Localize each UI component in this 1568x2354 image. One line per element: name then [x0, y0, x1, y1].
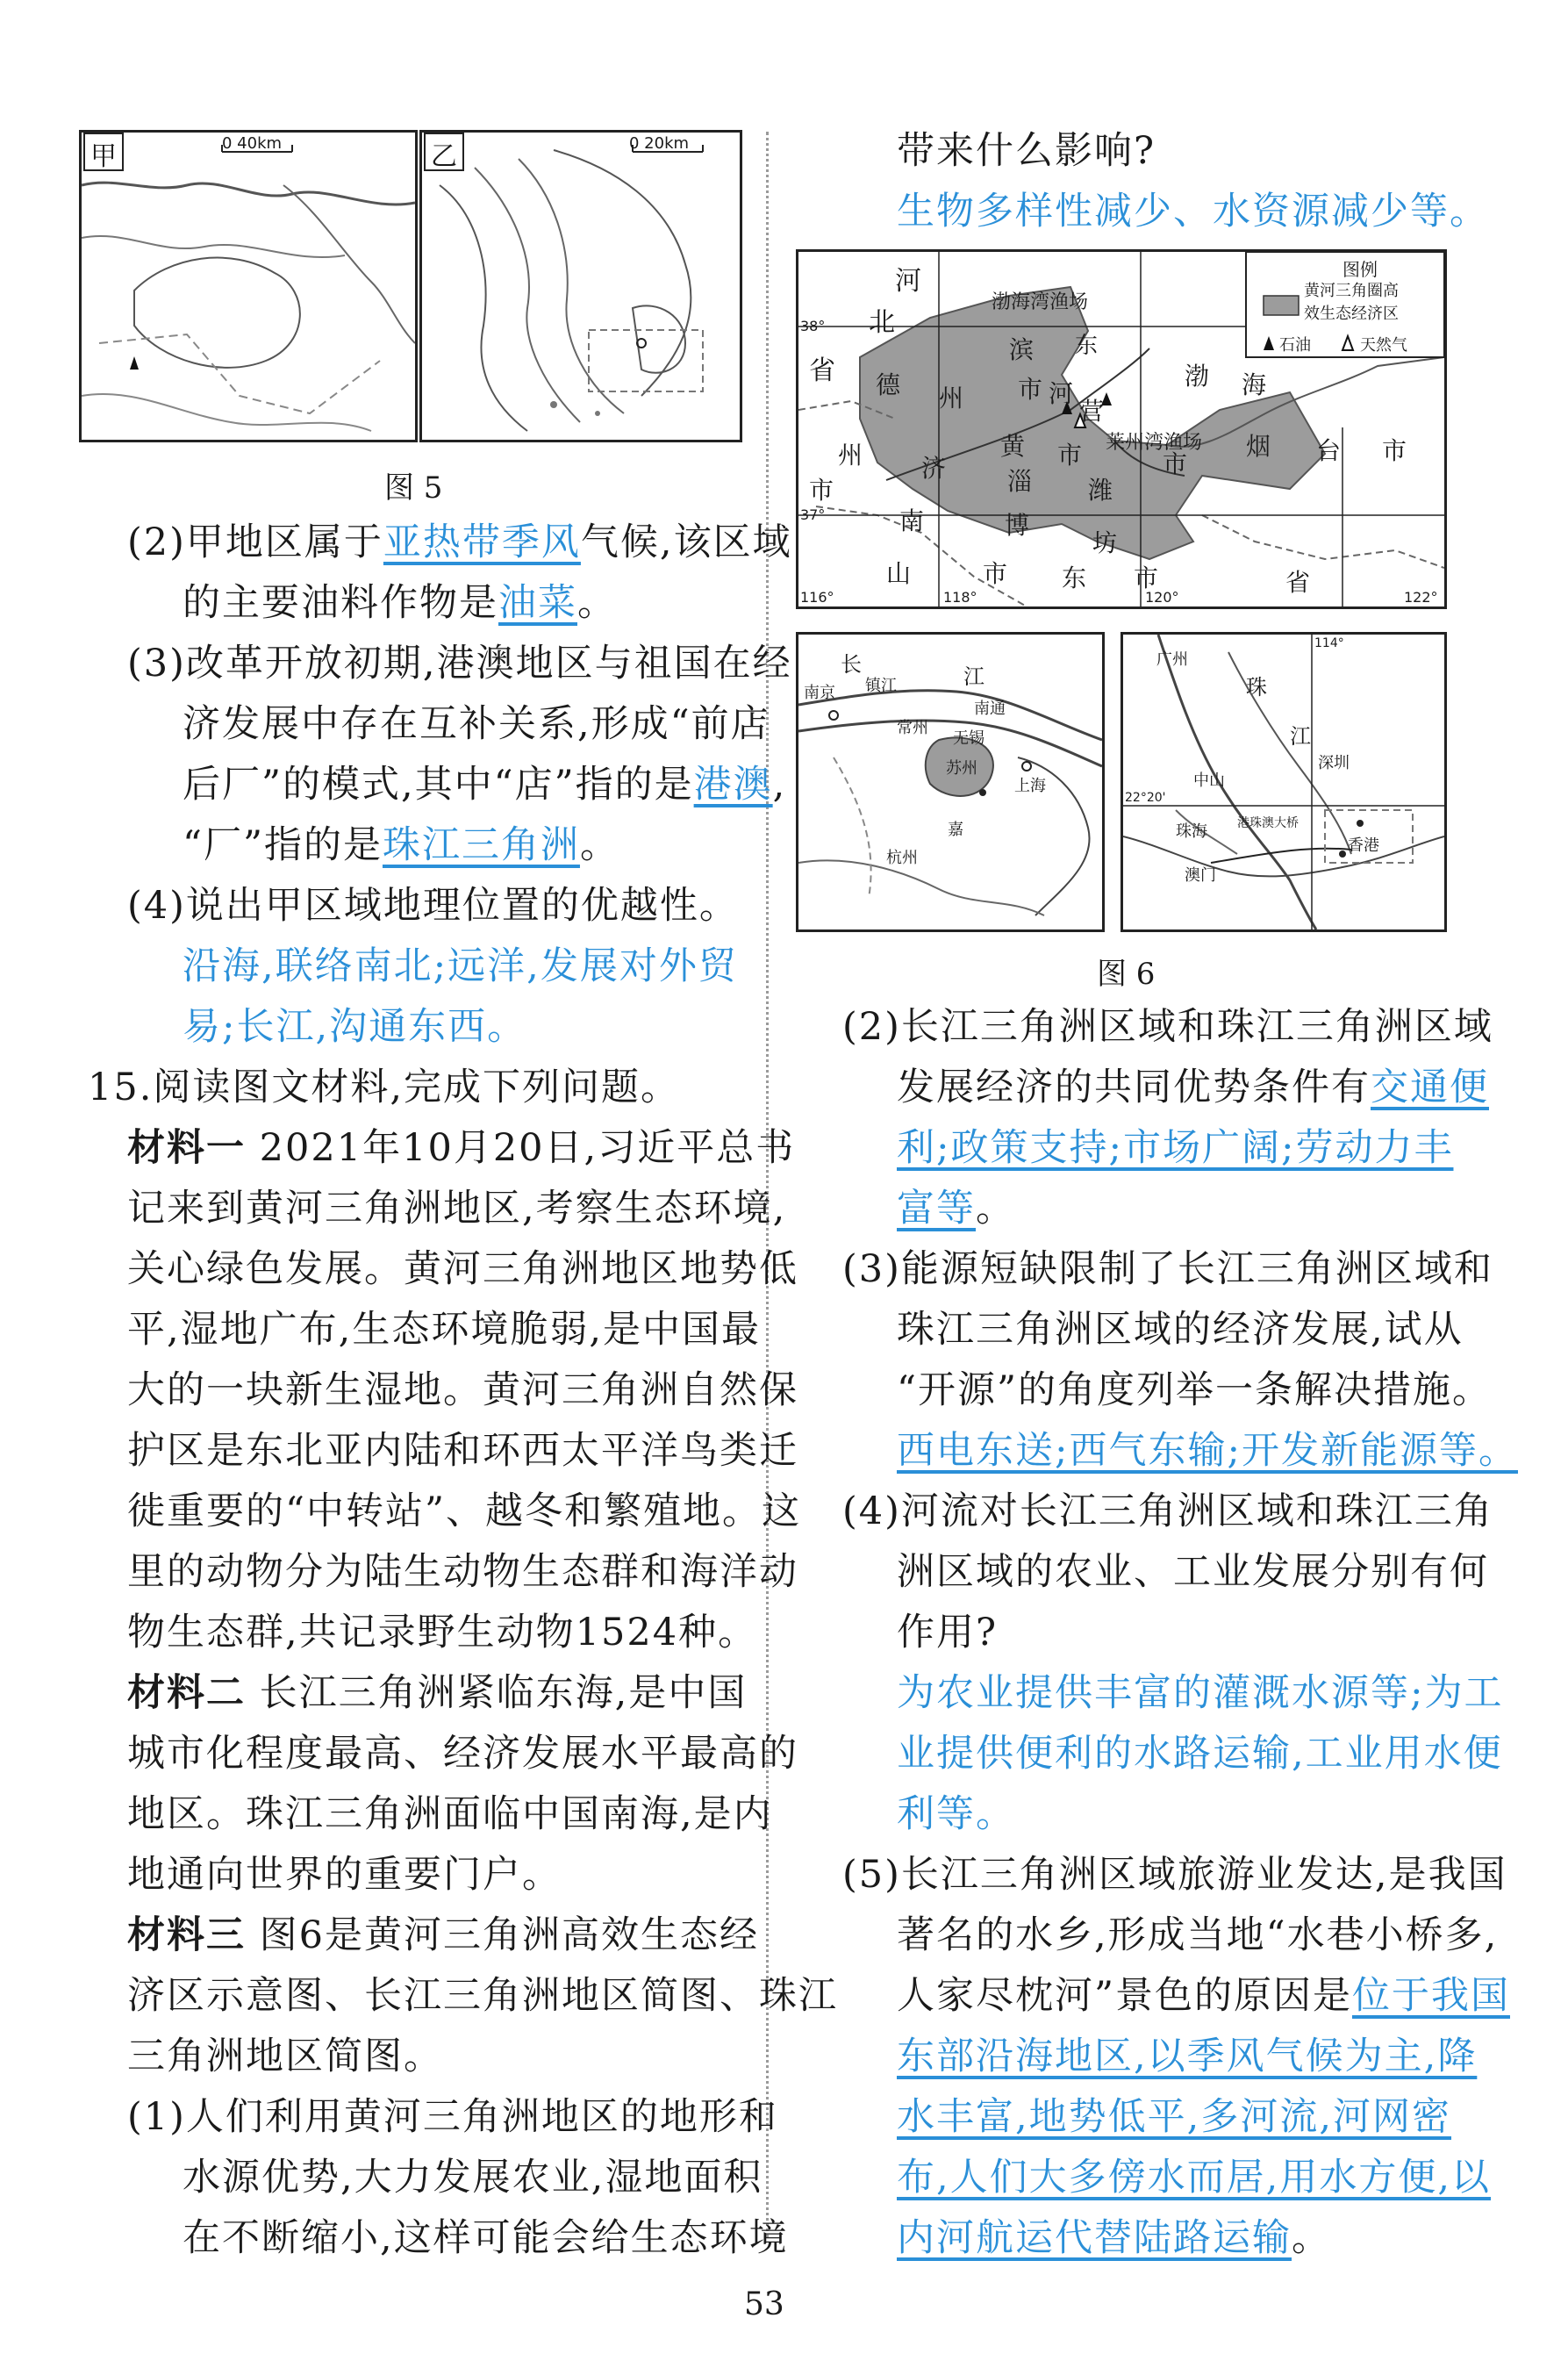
material1-line1 [127, 1118, 795, 1179]
label-zhongshan: 中山 [1193, 772, 1225, 790]
label-hai: 海 [1242, 370, 1267, 399]
material3-line2: 济区示意图、长江三角洲地区简图、珠江 [127, 1974, 838, 2018]
legend-oil: 石油 [1279, 336, 1311, 355]
q3-line4-prefix: “厂”指的是 [183, 823, 383, 867]
q3-answer-factory: 珠江三角洲 [382, 823, 580, 867]
q2-right-end: 。 [976, 1187, 1015, 1231]
map-yellow-river-delta [796, 249, 1447, 609]
map-yi-drawing [422, 133, 740, 440]
q2-right-line1: (2)长江三角洲区域和珠江三角洲区域 [842, 1005, 1493, 1049]
q3-line3-prefix: 后厂”的模式,其中“店”指的是 [183, 763, 694, 807]
material1-text: 2021年10月20日,习近平总书 [246, 1126, 796, 1170]
q2-left-line1 [127, 513, 792, 573]
q2-right-answer-3: 富等 [897, 1187, 976, 1231]
material3-text: 图6是黄河三角洲高效生态经 [246, 1913, 760, 1957]
q2-mid: 气候,该区域 [580, 520, 792, 564]
q4-right-line3: 作用? [897, 1611, 999, 1654]
material3-line1 [127, 1905, 759, 1966]
q3-line4-end: 。 [579, 823, 619, 867]
q15-title: 15.阅读图文材料,完成下列问题。 [88, 1066, 681, 1109]
q3-left-line3 [183, 755, 786, 815]
label-zhou-1: 州 [939, 384, 964, 413]
label-bei: 北 [869, 307, 895, 338]
label-shan: 山 [886, 559, 912, 588]
fig5-caption: 图 5 [384, 470, 443, 506]
material2-line4: 地通向世界的重要门户。 [127, 1853, 562, 1897]
label-jiang: 江 [963, 664, 984, 689]
label-shanghai: 上海 [1014, 777, 1046, 795]
q2-right-prefix: 发展经济的共同优势条件有 [897, 1066, 1371, 1109]
q5-right-line2: 著名的水乡,形成当地“水巷小桥多, [897, 1913, 1499, 1957]
q4-left-answer2: 易;长江,沟通东西。 [183, 1005, 527, 1049]
q15-1-answer: 生物多样性减少、水资源减少等。 [897, 190, 1489, 233]
q2-answer-crop: 油菜 [498, 581, 577, 625]
material2-line2: 城市化程度最高、经济发展水平最高的 [127, 1732, 798, 1776]
q4-right-line1: (4)河流对长江三角洲区域和珠江三角 [842, 1489, 1493, 1533]
map-pearl-delta-drawing [1123, 635, 1444, 929]
label-he: 河 [895, 266, 921, 297]
material1-line6: 护区是东北亚内陆和环西太平洋鸟类迁 [127, 1429, 798, 1473]
q2-right-line4 [897, 1179, 1015, 1239]
label-tai: 台 [1316, 436, 1342, 465]
q2-right-answer-2: 利;政策支持;市场广阔;劳动力丰 [897, 1126, 1454, 1170]
label-suzhou: 苏州 [946, 759, 977, 778]
label-shi-3: 市 [1057, 441, 1083, 470]
label-shi-6: 市 [983, 559, 1008, 588]
material2-line1 [127, 1663, 747, 1724]
label-hzmb: 港珠澳大桥 [1237, 816, 1299, 830]
label-bin: 滨 [1009, 335, 1035, 364]
q15-1-line2: 水源优势,大力发展农业,湿地面积 [183, 2156, 763, 2200]
coord-37: 37° [800, 506, 826, 523]
q2-end: 。 [577, 581, 617, 625]
label-chang: 长 [841, 652, 862, 677]
map-yangtze-delta [796, 632, 1105, 932]
material1-line5: 大的一块新生湿地。黄河三角洲自然保 [127, 1368, 798, 1412]
coord-38: 38° [800, 318, 826, 334]
q2-right-line2 [897, 1058, 1489, 1118]
q3-right-line2: 珠江三角洲区域的经济发展,试从 [897, 1308, 1464, 1352]
label-ji: 济 [921, 454, 947, 483]
material1-line9: 物生态群,共记录野生动物1524种。 [127, 1611, 758, 1654]
label-zhuhai: 珠海 [1176, 822, 1207, 841]
q3-left-line2: 济发展中存在互补关系,形成“前店 [183, 702, 770, 746]
legend-gas: 天然气 [1360, 336, 1407, 355]
q5-right-prefix: 人家尽枕河”景色的原因是 [897, 1974, 1352, 2018]
q3-answer-shop: 港澳 [693, 763, 773, 807]
label-nan: 南 [899, 506, 925, 535]
material1-line3: 关心绿色发展。黄河三角洲地区地势低 [127, 1247, 798, 1291]
material3-label: 材料三 [127, 1913, 246, 1957]
q3-right-line3: “开源”的角度列举一条解决措施。 [897, 1368, 1492, 1412]
label-nantong: 南通 [974, 700, 1006, 718]
map-jia-scale: 0 40km [222, 134, 283, 153]
label-shi-1: 市 [1018, 375, 1043, 404]
q4-right-line2: 洲区域的农业、工业发展分别有何 [897, 1550, 1489, 1594]
q3-line3-end: , [772, 763, 787, 807]
q2-prefix: (2)甲地区属于 [127, 520, 383, 564]
label-shi-4: 市 [1382, 436, 1407, 465]
material1-line7: 徙重要的“中转站”、越冬和繁殖地。这 [127, 1489, 801, 1533]
label-shi-7: 市 [1134, 563, 1159, 592]
label-macao: 澳门 [1185, 866, 1216, 885]
map-yi-scale: 0 20km [629, 134, 690, 153]
q5-right-line7 [897, 2208, 1331, 2269]
label-guangzhou: 广州 [1156, 650, 1188, 669]
material3-line3: 三角洲地区简图。 [127, 2035, 443, 2078]
label-jia: 嘉 [948, 821, 963, 839]
label-fang: 坊 [1092, 528, 1118, 557]
label-zhu: 珠 [1246, 675, 1267, 700]
label-shi-2: 市 [809, 476, 834, 505]
q5-right-answer-2: 东部沿海地区,以季风气候为主,降 [897, 2035, 1478, 2078]
map-jia-drawing [82, 133, 415, 440]
map-yi [419, 130, 742, 442]
label-bohai-bay-fishery: 渤海湾渔场 [992, 291, 1089, 313]
q2-right-answer-1: 交通便 [1371, 1066, 1489, 1109]
label-jiang-2: 江 [1290, 724, 1311, 749]
q15-1-line3: 在不断缩小,这样可能会给生态环境 [183, 2216, 789, 2260]
coord-22-20: 22°20' [1125, 791, 1166, 805]
label-zhou-2: 州 [838, 441, 863, 470]
label-he-2: 河 [1049, 379, 1074, 408]
label-laizhou-bay-fishery: 莱州湾渔场 [1106, 432, 1203, 454]
q5-right-line3 [897, 1966, 1510, 2027]
label-shi-5: 市 [1163, 449, 1188, 478]
q5-right-line1: (5)长江三角洲区域旅游业发达,是我国 [842, 1853, 1507, 1897]
map-yi-label: 乙 [424, 133, 464, 171]
q5-right-end: 。 [1292, 2216, 1331, 2260]
q3-left-line4 [183, 815, 619, 876]
label-sheng: 省 [809, 355, 835, 386]
material1-line2: 记来到黄河三角洲地区,考察生态环境, [127, 1187, 787, 1231]
coord-118: 118° [943, 589, 977, 606]
q4-right-answer-1: 为农业提供丰富的灌溉水源等;为工 [897, 1671, 1504, 1715]
label-hongkong: 香港 [1348, 836, 1379, 855]
label-changzhou: 常州 [897, 719, 928, 737]
q3-right-answer: 西电东送;西气东输;开发新能源等。 [897, 1429, 1518, 1473]
q5-right-answer-3: 水丰富,地势低平,多河流,河网密 [897, 2095, 1452, 2139]
coord-120: 120° [1145, 589, 1179, 606]
q15-1-line4: 带来什么影响? [897, 129, 1156, 173]
legend-zone-1: 黄河三角圈高 [1304, 282, 1399, 300]
q3-left-line1: (3)改革开放初期,港澳地区与祖国在经 [127, 642, 792, 685]
label-wuxi: 无锡 [953, 729, 984, 748]
material2-text: 长江三角洲紧临东海,是中国 [246, 1671, 748, 1715]
label-wei: 潍 [1088, 476, 1113, 505]
label-huang: 黄 [1000, 432, 1026, 461]
legend-title: 图例 [1342, 259, 1378, 280]
label-shenzhen: 深圳 [1318, 754, 1350, 772]
q4-left-line1: (4)说出甲区域地理位置的优越性。 [127, 884, 739, 928]
fig6-caption: 图 6 [1097, 957, 1156, 992]
material2-line3: 地区。珠江三角洲面临中国南海,是内 [127, 1792, 773, 1836]
label-hangzhou: 杭州 [886, 849, 918, 867]
label-sheng-2: 省 [1285, 568, 1311, 597]
legend-zone-2: 效生态经济区 [1304, 305, 1399, 323]
label-ying: 营 [1079, 397, 1105, 426]
label-zi: 淄 [1007, 467, 1033, 496]
label-bo-shan: 博 [1005, 511, 1030, 540]
map-yangtze-delta-drawing [798, 635, 1102, 929]
label-nanjing: 南京 [804, 684, 835, 702]
label-dong-2: 东 [1062, 563, 1087, 592]
q3-right-line1: (3)能源短缺限制了长江三角洲区域和 [842, 1247, 1493, 1291]
q4-left-answer1: 沿海,联络南北;远洋,发展对外贸 [183, 944, 738, 988]
q2-answer-climate: 亚热带季风 [383, 520, 581, 564]
label-dong: 东 [1075, 333, 1099, 359]
material1-line4: 平,湿地广布,生态环境脆弱,是中国最 [127, 1308, 762, 1352]
map-jia [79, 130, 418, 442]
label-de: 德 [876, 370, 901, 399]
material2-label: 材料二 [127, 1671, 246, 1715]
page-number: 53 [744, 2286, 784, 2322]
label-zhenjiang: 镇江 [865, 677, 897, 695]
material1-label: 材料一 [127, 1126, 246, 1170]
q2-left-line2 [183, 573, 617, 634]
label-bo: 渤 [1185, 362, 1210, 391]
q4-right-answer-3: 利等。 [897, 1792, 1015, 1836]
coord-116: 116° [800, 589, 834, 606]
q5-right-answer-4: 布,人们大多傍水而居,用水方便,以 [897, 2156, 1492, 2200]
q5-right-answer-5: 内河航运代替陆路运输 [897, 2216, 1292, 2260]
label-yan: 烟 [1246, 432, 1271, 461]
q5-right-answer-1: 位于我国 [1351, 1974, 1510, 2018]
q2-line2-prefix: 的主要油料作物是 [183, 581, 498, 625]
coord-122: 122° [1404, 589, 1438, 606]
coord-114: 114° [1314, 636, 1344, 650]
map-jia-label: 甲 [83, 133, 124, 171]
map-pearl-delta [1121, 632, 1447, 932]
q15-1-line1: (1)人们利用黄河三角洲地区的地形和 [127, 2095, 778, 2139]
q4-right-answer-2: 业提供便利的水路运输,工业用水便 [897, 1732, 1503, 1776]
material1-line8: 里的动物分为陆生动物生态群和海洋动 [127, 1550, 798, 1594]
